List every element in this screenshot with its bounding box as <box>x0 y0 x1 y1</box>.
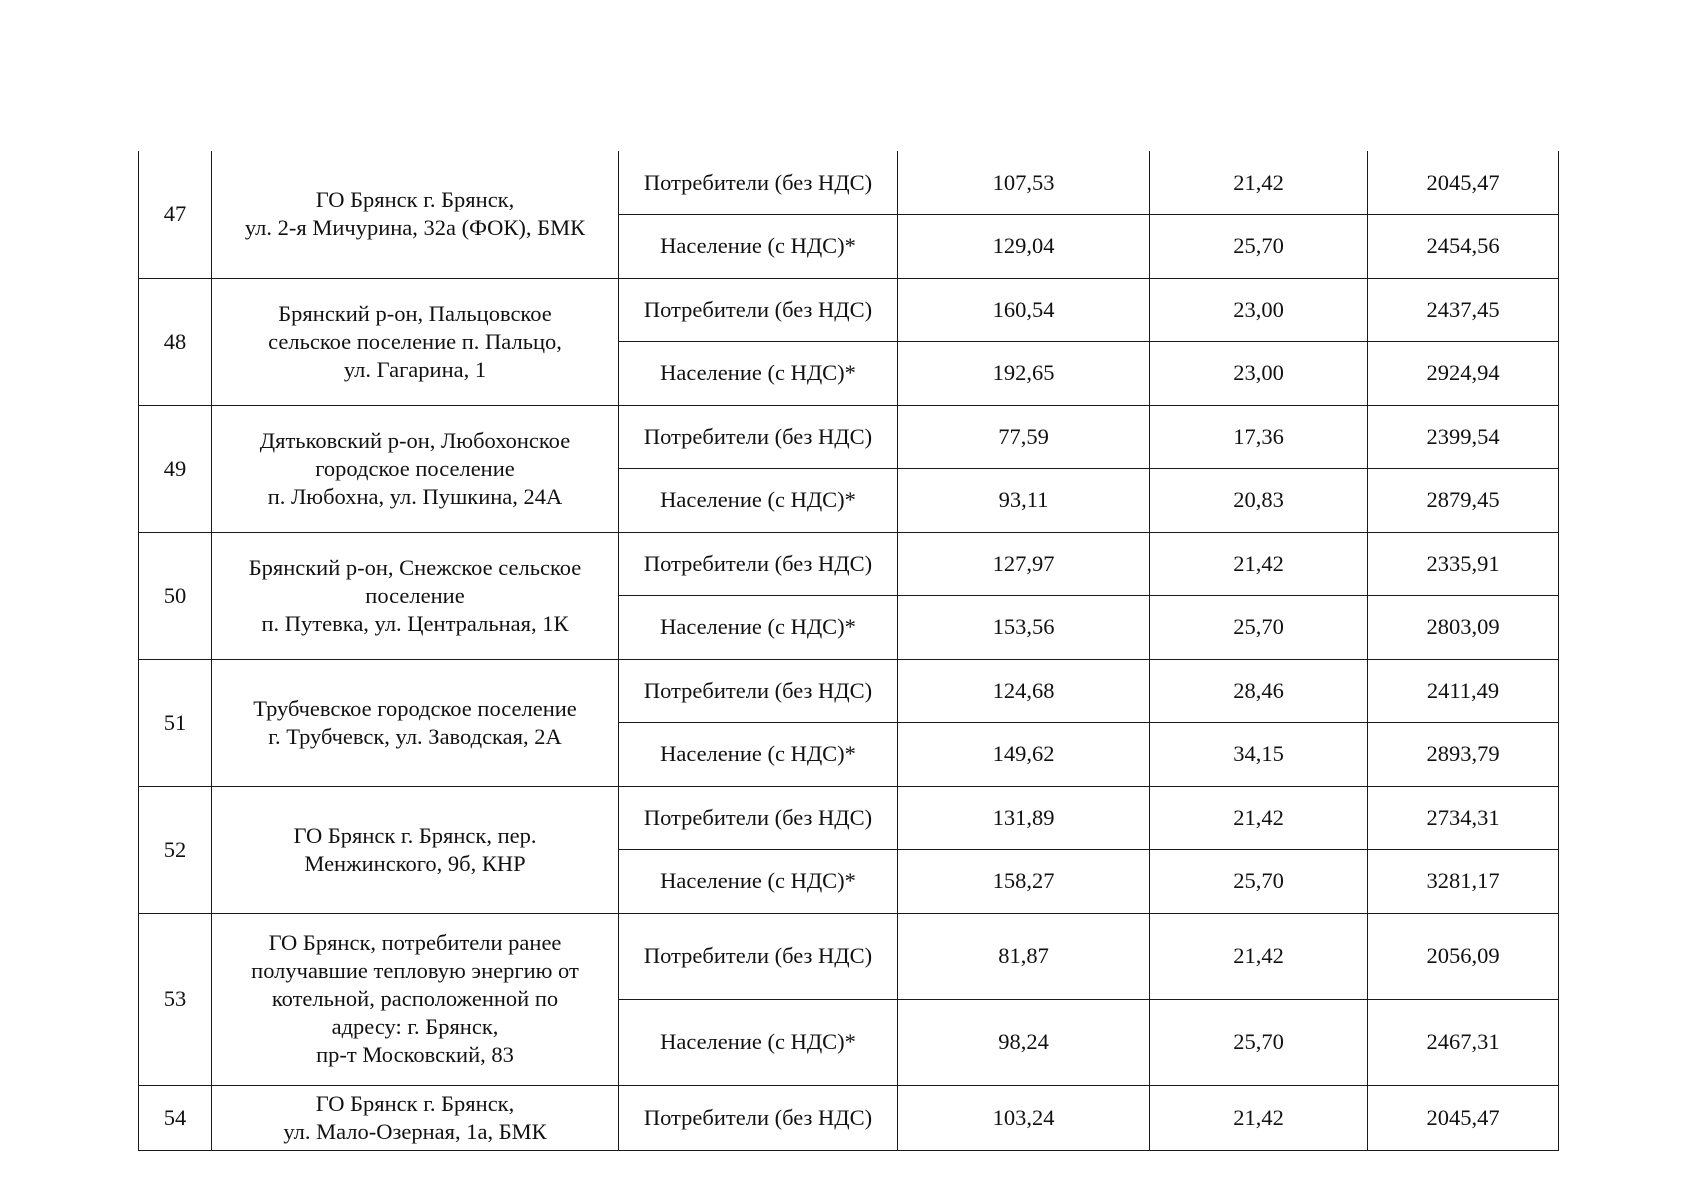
consumer-category: Население (с НДС)* <box>619 596 898 660</box>
value-3: 2056,09 <box>1368 913 1559 999</box>
address-line: пр-т Московский, 83 <box>316 1042 514 1067</box>
consumer-category: Население (с НДС)* <box>619 723 898 787</box>
value-3: 2045,47 <box>1368 151 1559 215</box>
value-2: 23,00 <box>1150 278 1368 342</box>
row-number: 53 <box>139 913 212 1085</box>
value-2: 20,83 <box>1150 469 1368 533</box>
value-1: 131,89 <box>898 786 1150 850</box>
value-2: 21,42 <box>1150 1085 1368 1150</box>
value-3: 2399,54 <box>1368 405 1559 469</box>
address-cell <box>212 659 619 786</box>
table-row <box>139 913 1559 999</box>
address-line: адресу: г. Брянск, <box>331 1014 499 1039</box>
value-1: 153,56 <box>898 596 1150 660</box>
table-row <box>139 405 1559 469</box>
value-1: 107,53 <box>898 151 1150 215</box>
address-line: Трубчевское городское поселение <box>253 695 577 721</box>
consumer-category: Потребители (без НДС) <box>619 405 898 469</box>
address-line: ГО Брянск г. Брянск, <box>315 1090 515 1116</box>
consumer-category: Население (с НДС)* <box>619 469 898 533</box>
table-row <box>139 278 1559 342</box>
consumer-category: Потребители (без НДС) <box>619 278 898 342</box>
tariff-table-body <box>139 151 1559 1150</box>
address-line: п. Любохна, ул. Пушкина, 24А <box>267 483 563 509</box>
value-2: 21,42 <box>1150 151 1368 215</box>
value-1: 124,68 <box>898 659 1150 723</box>
table-row <box>139 532 1559 596</box>
address-cell <box>212 913 619 1085</box>
consumer-category: Население (с НДС)* <box>619 850 898 914</box>
address-cell <box>212 151 619 278</box>
row-number: 48 <box>139 278 212 405</box>
tariff-table <box>138 151 1559 1151</box>
address-line: получавшие тепловую энергию от <box>251 958 579 983</box>
address-line: г. Трубчевск, ул. Заводская, 2А <box>268 723 562 749</box>
value-3: 2803,09 <box>1368 596 1559 660</box>
address-line: ГО Брянск г. Брянск, <box>315 187 515 213</box>
address-cell <box>212 405 619 532</box>
address-cell <box>212 532 619 659</box>
row-number: 51 <box>139 659 212 786</box>
address-line: ГО Брянск, потребители ранее <box>268 930 562 955</box>
row-number: 54 <box>139 1085 212 1150</box>
consumer-category: Население (с НДС)* <box>619 999 898 1085</box>
address-line: Брянский р-он, Пальцовское <box>278 300 552 326</box>
value-1: 129,04 <box>898 215 1150 279</box>
consumer-category: Потребители (без НДС) <box>619 532 898 596</box>
address-line: ГО Брянск г. Брянск, пер. <box>293 822 537 848</box>
value-1: 192,65 <box>898 342 1150 406</box>
value-3: 2437,45 <box>1368 278 1559 342</box>
address-line: поселение <box>365 582 465 608</box>
row-number: 47 <box>139 151 212 278</box>
table-row <box>139 786 1559 850</box>
value-2: 23,00 <box>1150 342 1368 406</box>
value-2: 25,70 <box>1150 215 1368 279</box>
value-1: 77,59 <box>898 405 1150 469</box>
value-2: 25,70 <box>1150 999 1368 1085</box>
address-cell <box>212 786 619 913</box>
value-2: 21,42 <box>1150 532 1368 596</box>
address-line: котельной, расположенной по <box>271 986 559 1011</box>
value-1: 98,24 <box>898 999 1150 1085</box>
value-1: 103,24 <box>898 1085 1150 1150</box>
address-line: Брянский р-он, Снежское сельское <box>248 554 582 580</box>
value-2: 34,15 <box>1150 723 1368 787</box>
consumer-category: Потребители (без НДС) <box>619 151 898 215</box>
consumer-category: Потребители (без НДС) <box>619 913 898 999</box>
address-line: ул. Гагарина, 1 <box>343 356 487 382</box>
address-cell <box>212 1085 619 1150</box>
consumer-category: Потребители (без НДС) <box>619 786 898 850</box>
address-line: ул. 2-я Мичурина, 32а (ФОК), БМК <box>244 215 586 241</box>
address-line: ул. Мало-Озерная, 1а, БМК <box>283 1118 547 1144</box>
value-3: 2467,31 <box>1368 999 1559 1085</box>
value-3: 2924,94 <box>1368 342 1559 406</box>
consumer-category: Население (с НДС)* <box>619 342 898 406</box>
row-number: 49 <box>139 405 212 532</box>
consumer-category: Население (с НДС)* <box>619 215 898 279</box>
address-cell <box>212 278 619 405</box>
row-number: 52 <box>139 786 212 913</box>
table-row <box>139 151 1559 215</box>
table-row <box>139 659 1559 723</box>
table-row <box>139 1085 1559 1150</box>
value-2: 25,70 <box>1150 850 1368 914</box>
value-3: 2411,49 <box>1368 659 1559 723</box>
address-line: Менжинского, 9б, КНР <box>304 850 526 876</box>
value-2: 25,70 <box>1150 596 1368 660</box>
value-3: 2734,31 <box>1368 786 1559 850</box>
value-3: 2454,56 <box>1368 215 1559 279</box>
consumer-category: Потребители (без НДС) <box>619 1085 898 1150</box>
address-line: п. Путевка, ул. Центральная, 1К <box>261 610 569 636</box>
value-1: 160,54 <box>898 278 1150 342</box>
value-1: 149,62 <box>898 723 1150 787</box>
address-line: Дятьковский р-он, Любохонское <box>259 427 571 453</box>
address-line: сельское поселение п. Пальцо, <box>268 328 562 354</box>
consumer-category: Потребители (без НДС) <box>619 659 898 723</box>
value-3: 2045,47 <box>1368 1085 1559 1150</box>
value-1: 127,97 <box>898 532 1150 596</box>
value-1: 81,87 <box>898 913 1150 999</box>
address-line: городское поселение <box>315 455 515 481</box>
value-3: 2879,45 <box>1368 469 1559 533</box>
value-3: 2335,91 <box>1368 532 1559 596</box>
value-1: 158,27 <box>898 850 1150 914</box>
value-2: 21,42 <box>1150 786 1368 850</box>
value-1: 93,11 <box>898 469 1150 533</box>
value-3: 3281,17 <box>1368 850 1559 914</box>
value-2: 17,36 <box>1150 405 1368 469</box>
row-number: 50 <box>139 532 212 659</box>
value-3: 2893,79 <box>1368 723 1559 787</box>
value-2: 21,42 <box>1150 913 1368 999</box>
value-2: 28,46 <box>1150 659 1368 723</box>
